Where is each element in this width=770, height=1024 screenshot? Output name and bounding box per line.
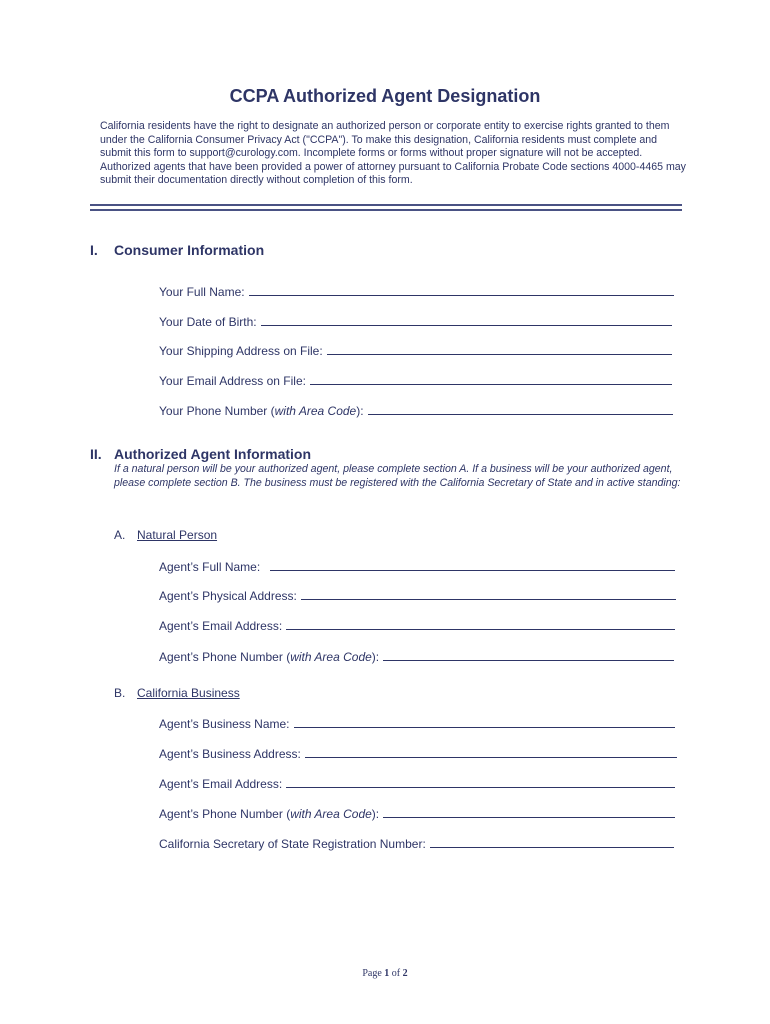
consumer-full-name-label: Your Full Name:: [159, 285, 245, 299]
consumer-shipping-field[interactable]: [159, 342, 672, 358]
agent-b-phone-field[interactable]: [159, 805, 675, 821]
agent-b-email-label: Agent’s Email Address:: [159, 777, 283, 791]
agent-a-phone-line[interactable]: [383, 648, 674, 661]
page-word: Page: [362, 968, 382, 979]
agent-a-email-label: Agent’s Email Address:: [159, 619, 283, 633]
agent-full-name-field[interactable]: [159, 558, 675, 574]
section-1-title: Consumer Information: [114, 242, 265, 258]
agent-business-name-label: Agent’s Business Name:: [159, 717, 290, 731]
consumer-email-label: Your Email Address on File:: [159, 374, 306, 388]
agent-a-phone-label: Agent’s Phone Number (with Area Code):: [159, 650, 380, 664]
agent-registration-number-line[interactable]: [430, 835, 674, 848]
agent-business-name-field[interactable]: [159, 715, 675, 731]
agent-physical-address-field[interactable]: [159, 587, 676, 603]
consumer-shipping-label: Your Shipping Address on File:: [159, 344, 323, 358]
agent-b-email-line[interactable]: [286, 775, 675, 788]
subsection-a-title: Natural Person: [137, 528, 218, 542]
agent-registration-number-label: California Secretary of State Registration Number:: [159, 837, 426, 851]
divider-top: [90, 204, 682, 206]
agent-business-address-label: Agent’s Business Address:: [159, 747, 301, 761]
page-number: 1: [384, 968, 390, 979]
agent-business-name-line[interactable]: [294, 715, 675, 728]
consumer-dob-field[interactable]: [159, 313, 672, 329]
agent-registration-number-field[interactable]: [159, 835, 674, 851]
page-total: 2: [402, 968, 408, 979]
agent-a-email-line[interactable]: [286, 617, 675, 630]
consumer-phone-label: Your Phone Number (with Area Code):: [159, 404, 364, 418]
agent-physical-address-label: Agent’s Physical Address:: [159, 589, 297, 603]
intro-paragraph: California residents have the right to designate an authorized person or corporate entity to exercise rights granted to them under the California Consumer Privacy Act ("CCPA"). To make this designation, California residents must complete and submit this form to support@curology.com. Incomplete forms or forms without proper signature will not be accepted. Authorized agents that have been provided a power of attorney pursuant to California Probate Code sections 4000-4465 may submit their documentation directly without completion of this form.: [100, 120, 686, 187]
document-title: CCPA Authorized Agent Designation: [229, 86, 541, 106]
consumer-phone-field[interactable]: [159, 402, 673, 418]
agent-business-address-line[interactable]: [305, 745, 677, 758]
consumer-shipping-line[interactable]: [327, 342, 672, 355]
agent-a-email-field[interactable]: [159, 617, 675, 633]
agent-full-name-line[interactable]: [270, 558, 675, 571]
consumer-dob-line[interactable]: [261, 313, 672, 326]
agent-physical-address-line[interactable]: [301, 587, 676, 600]
divider-bottom: [90, 209, 682, 211]
subsection-b-title: California Business: [137, 686, 240, 700]
agent-b-email-field[interactable]: [159, 775, 675, 791]
consumer-phone-line[interactable]: [368, 402, 673, 415]
consumer-dob-label: Your Date of Birth:: [159, 315, 257, 329]
subsection-a-letter: A.: [114, 528, 126, 542]
agent-full-name-label: Agent’s Full Name:: [159, 560, 261, 574]
consumer-full-name-field[interactable]: [159, 283, 674, 299]
subsection-b-letter: B.: [114, 686, 126, 700]
section-1-number: I.: [90, 242, 98, 258]
consumer-email-line[interactable]: [310, 372, 672, 385]
consumer-full-name-line[interactable]: [249, 283, 674, 296]
agent-a-phone-field[interactable]: [159, 648, 674, 664]
section-2-note: If a natural person will be your authorized agent, please complete section A. If a business will be your authorized agent, please complete section B. The business must be registered with the California Secretary of State and in active standing:: [114, 463, 681, 489]
agent-b-phone-label: Agent’s Phone Number (with Area Code):: [159, 807, 380, 821]
agent-b-phone-line[interactable]: [383, 805, 675, 818]
agent-business-address-field[interactable]: [159, 745, 677, 761]
section-2-title: Authorized Agent Information: [114, 446, 312, 462]
page-footer: [0, 968, 770, 979]
consumer-email-field[interactable]: [159, 372, 672, 388]
section-2-number: II.: [90, 446, 102, 462]
of-word: of: [391, 968, 401, 979]
